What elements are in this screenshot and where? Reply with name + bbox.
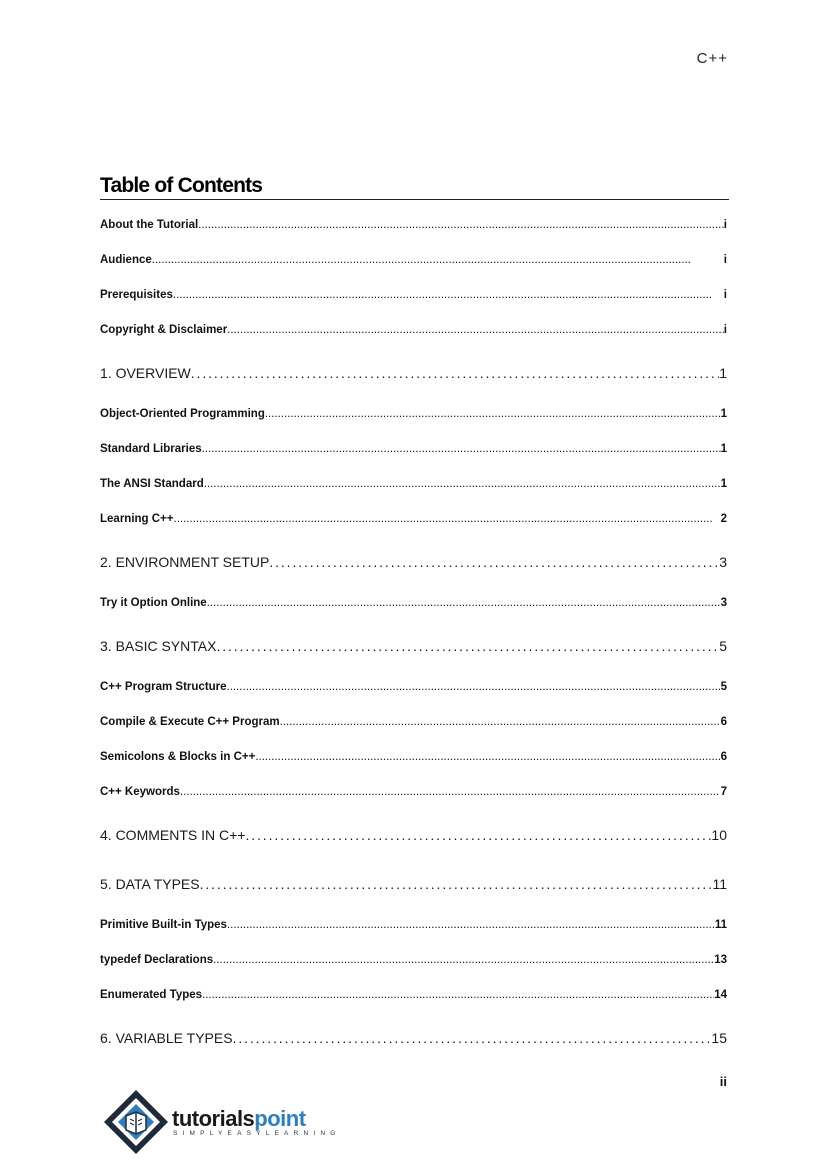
dot-leader	[213, 943, 714, 978]
toc-entry-page: i	[724, 313, 727, 348]
toc-chapter-variable-types[interactable]	[100, 1015, 727, 1062]
dot-leader	[269, 539, 719, 586]
page-number: ii	[719, 1074, 727, 1089]
toc-entry-page: i	[724, 208, 727, 243]
toc-chapter-page: 5	[719, 623, 727, 670]
dot-leader	[174, 502, 721, 537]
toc-entry-page: 1	[721, 432, 727, 467]
dot-leader	[265, 397, 721, 432]
toc-entry-label: Audience	[100, 243, 152, 278]
toc-entry-label: About the Tutorial	[100, 208, 198, 243]
toc-entry-learning-cpp[interactable]	[100, 502, 727, 537]
toc-entry-page: i	[724, 278, 727, 313]
dot-leader	[280, 705, 721, 740]
dot-leader	[227, 670, 721, 705]
dot-leader	[180, 775, 721, 810]
toc-chapter-basic-syntax[interactable]	[100, 623, 727, 670]
tutorialspoint-logo	[100, 1086, 360, 1158]
title-underline	[100, 199, 729, 200]
dot-leader	[202, 978, 714, 1013]
toc-chapter-label: 1. OVERVIEW	[100, 350, 191, 397]
toc-entry-label: Compile & Execute C++ Program	[100, 705, 280, 740]
toc-chapter-overview[interactable]	[100, 350, 727, 397]
toc-entry-label: Enumerated Types	[100, 978, 202, 1013]
dot-leader	[207, 586, 721, 621]
toc-title: Table of Contents	[100, 174, 263, 197]
dot-leader	[152, 243, 724, 278]
logo-diamond-icon	[100, 1086, 172, 1158]
toc-entry-label: Primitive Built-in Types	[100, 908, 227, 943]
toc-entry-audience[interactable]	[100, 243, 727, 278]
toc-entry-page: 14	[714, 978, 727, 1013]
logo-wordmark	[172, 1106, 306, 1132]
dot-leader	[202, 432, 721, 467]
toc-entry-label: Copyright & Disclaimer	[100, 313, 227, 348]
dot-leader	[204, 467, 721, 502]
dot-leader	[173, 278, 724, 313]
toc-entry-page: 11	[715, 908, 727, 943]
dot-leader	[198, 208, 724, 243]
dot-leader	[191, 350, 719, 397]
dot-leader	[255, 740, 720, 775]
toc-entry-try-it-option-online[interactable]	[100, 586, 727, 621]
toc-entry-page: 13	[714, 943, 727, 978]
toc-chapter-label: 4. COMMENTS IN C++	[100, 812, 245, 859]
toc-chapter-page: 1	[719, 350, 727, 397]
toc-entry-compile-execute[interactable]	[100, 705, 727, 740]
toc-chapter-page: 3	[719, 539, 727, 586]
toc-entry-copyright-disclaimer[interactable]	[100, 313, 727, 348]
toc-entry-page: 1	[721, 397, 727, 432]
toc-chapter-label: 2. ENVIRONMENT SETUP	[100, 539, 269, 586]
toc-entry-label: Try it Option Online	[100, 586, 207, 621]
toc-entry-label: C++ Keywords	[100, 775, 180, 810]
header-title: C++	[696, 50, 728, 67]
toc-chapter-page: 11	[712, 861, 727, 908]
toc-chapter-label: 6. VARIABLE TYPES	[100, 1015, 233, 1062]
toc-entry-standard-libraries[interactable]	[100, 432, 727, 467]
toc-entry-label: Object-Oriented Programming	[100, 397, 265, 432]
toc-entry-label: Learning C++	[100, 502, 174, 537]
toc-chapter-page: 15	[711, 1015, 727, 1062]
toc-entry-label: Semicolons & Blocks in C++	[100, 740, 255, 775]
toc-chapter-page: 10	[711, 812, 727, 859]
dot-leader	[227, 313, 724, 348]
toc-entry-typedef-declarations[interactable]	[100, 943, 727, 978]
toc-chapter-data-types[interactable]	[100, 861, 727, 908]
toc-entry-page: i	[724, 243, 727, 278]
toc-entry-label: Standard Libraries	[100, 432, 202, 467]
toc-entry-prerequisites[interactable]	[100, 278, 727, 313]
dot-leader	[227, 908, 715, 943]
toc-entry-ansi-standard[interactable]	[100, 467, 727, 502]
toc-entry-page: 6	[721, 740, 727, 775]
toc-entry-label: C++ Program Structure	[100, 670, 227, 705]
toc-entry-page: 5	[721, 670, 727, 705]
toc-entry-program-structure[interactable]	[100, 670, 727, 705]
dot-leader	[200, 861, 713, 908]
toc-entry-primitive-types[interactable]	[100, 908, 727, 943]
toc-entry-page: 3	[721, 586, 727, 621]
logo-wordmark-part2: point	[254, 1106, 306, 1131]
toc-entry-page: 6	[721, 705, 727, 740]
toc-chapter-comments[interactable]	[100, 812, 727, 859]
toc-entry-label: The ANSI Standard	[100, 467, 204, 502]
toc-chapter-label: 5. DATA TYPES	[100, 861, 200, 908]
toc-entry-page: 7	[721, 775, 727, 810]
toc-entry-label: Prerequisites	[100, 278, 173, 313]
toc-entry-enumerated-types[interactable]	[100, 978, 727, 1013]
toc-entry-semicolons-blocks[interactable]	[100, 740, 727, 775]
toc-entry-keywords[interactable]	[100, 775, 727, 810]
toc-entry-page: 1	[721, 467, 727, 502]
toc-entry-label: typedef Declarations	[100, 943, 213, 978]
toc-chapter-label: 3. BASIC SYNTAX	[100, 623, 216, 670]
dot-leader	[216, 623, 719, 670]
toc-chapter-environment-setup[interactable]	[100, 539, 727, 586]
toc-entry-about-the-tutorial[interactable]	[100, 208, 727, 243]
logo-wordmark-part1: tutorials	[172, 1106, 255, 1131]
table-of-contents	[100, 208, 727, 1062]
dot-leader	[245, 812, 711, 859]
logo-tagline: SIMPLYEASYLEARNING	[173, 1130, 341, 1137]
toc-entry-object-oriented-programming[interactable]	[100, 397, 727, 432]
dot-leader	[233, 1015, 712, 1062]
toc-entry-page: 2	[721, 502, 727, 537]
